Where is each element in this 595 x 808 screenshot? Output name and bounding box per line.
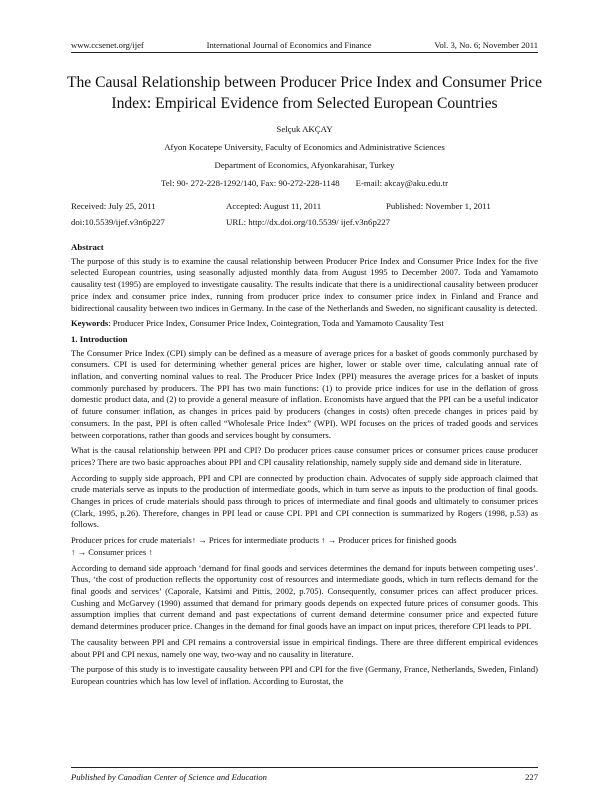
header-rule	[71, 52, 538, 53]
author-affiliation: Afyon Kocatepe University, Faculty of Economics and Administrative Sciences	[164, 142, 445, 152]
running-header	[71, 40, 538, 50]
journal-issue: Vol. 3, No. 6; November 2011	[434, 40, 538, 50]
published-date: Published: November 1, 2011	[386, 201, 491, 211]
author-email[interactable]: E-mail: akcay@aku.edu.tr	[355, 178, 448, 188]
paragraph: The Consumer Price Index (CPI) simply can be defined as a measure of average prices for a basket of goods commonly purchased by consumers. CPI is used for determining whether general prices are higher, lower or stable over time, calculating annual rate of inflation, and converting nominal values to real. The Producer Price Index (PPI) measures the average prices for a basket of inputs commonly purchased by producers. The PPI has two main functions: (1) to provide price indices for use in the deflation of gross domestic product data, and (2) to provide a general measure of inflation. Economists have argued that the PPI can be a useful indicator of future consumer inflation, as changes in prices paid by producers (changes in costs) often precede changes in prices paid by consumers. In the past, PPI is often called “Wholesale Price Index” (WPI). WPI focuses on the prices of traded goods and services between corporations, rather than goods and services bought by consumers.	[71, 347, 538, 440]
publication-dates	[71, 198, 538, 230]
journal-website[interactable]: www.ccsenet.org/ijef	[71, 40, 144, 50]
abstract-heading: Abstract	[71, 242, 104, 252]
article-url[interactable]: URL: http://dx.doi.org/10.5539/ ijef.v3n6p227	[226, 217, 391, 227]
price-chain-line: ↑ → Consumer prices ↑	[71, 546, 153, 557]
paper-title: The Causal Relationship between Producer Price Index and Consumer Price Index: Empirical Evidence from Selected European Countries	[66, 74, 543, 112]
doi: doi:10.5539/ijef.v3n6p227	[71, 217, 165, 227]
accepted-date: Accepted: August 11, 2011	[226, 201, 322, 211]
author-block	[71, 120, 538, 192]
received-date: Received: July 25, 2011	[71, 201, 156, 211]
paragraph: What is the causal relationship between PPI and CPI? Do producer prices cause consumer prices or consumer prices cause producer prices? There are two basic approaches about PPI and CPI causality relationship, namely supply side and demand side in literature.	[71, 445, 538, 467]
author-phone: Tel: 90- 272-228-1292/140, Fax: 90-272-228-1148	[160, 178, 340, 188]
paragraph: The causality between PPI and CPI remains a controversial issue in empirical findings. There are three different empirical evidences about PPI and CPI nexus, namely one way, two-way and no causality in literature.	[71, 636, 538, 659]
price-chain-line: Producer prices for crude materials↑ → Prices for intermediate products ↑ → Producer prices for finished goods	[71, 535, 457, 546]
abstract-text: The purpose of this study is to examine the causal relationship between Producer Price Index and Consumer Price Index for the five selected European countries, using seasonally adjusted monthly data from August 1995 to December 2007. Toda and Yamamoto causality test (1995) are employed to investigate causality. The results indicate that there is a unidirectional causality between producer price index and consumer price index, running from producer price index to consumer price index in Finland and France and bidirectional causality between two indices in Germany. In the case of the Netherlands and Sweden, no significant causality is detected.	[71, 255, 538, 313]
keywords	[71, 318, 538, 330]
article-body	[71, 240, 538, 692]
section-heading: 1. Introduction	[71, 333, 128, 344]
page-number: 227	[525, 772, 538, 782]
price-chain	[71, 535, 538, 558]
page-footer	[71, 767, 538, 782]
author-contact	[71, 174, 538, 192]
author-department: Department of Economics, Afyonkarahisar, Turkey	[214, 160, 395, 170]
keywords-list: : Producer Price Index, Consumer Price Index, Cointegration, Toda and Yamamoto Causality Test	[108, 318, 444, 329]
paragraph: According to demand side approach ‘demand for final goods and services determines the demand for inputs between competing uses’. Thus, ‘the cost of production reflects the opportunity cost of resources and intermediate goods, which in turn reflects demand for the final goods and services’ (Caporale, Katsimi and Pittis, 2002, p.705). Consequently, consumer prices can affect producer prices. Cushing and McGarvey (1990) assumed that demand for primary goods depends on expected future prices of consumer goods. This assumption implies that current demand and past expectations of current demand determine consumer price and expected future demand determines producer price. Changes in the demand for final goods have an impact on input prices, therefore CPI leads to PPI.	[71, 562, 538, 632]
paragraph: The purpose of this study is to investigate causality between PPI and CPI for the five (Germany, France, Netherlands, Sweden, Finland) European countries which has low level of inflation. According to Eurostat, the	[71, 664, 538, 686]
paragraph: According to supply side approach, PPI and CPI are connected by production chain. Advocates of supply side approach claimed that crude materials serve as inputs to the production of intermediate goods, which in turn serve as inputs to the production of final goods. Changes in prices of crude materials should pass through to prices of intermediate and final goods and ultimately to consumer prices (Clark, 1995, p.26). Therefore, changes in PPI lead or cause CPI. PPI and CPI connection is summarized by Rogers (1998, p.53) as follows.	[71, 472, 538, 530]
journal-name: International Journal of Economics and Finance	[206, 40, 372, 50]
author-name: Selçuk AKÇAY	[276, 124, 333, 134]
keywords-label: Keywords	[71, 318, 109, 329]
publisher: Published by Canadian Center of Science and Education	[71, 772, 267, 782]
